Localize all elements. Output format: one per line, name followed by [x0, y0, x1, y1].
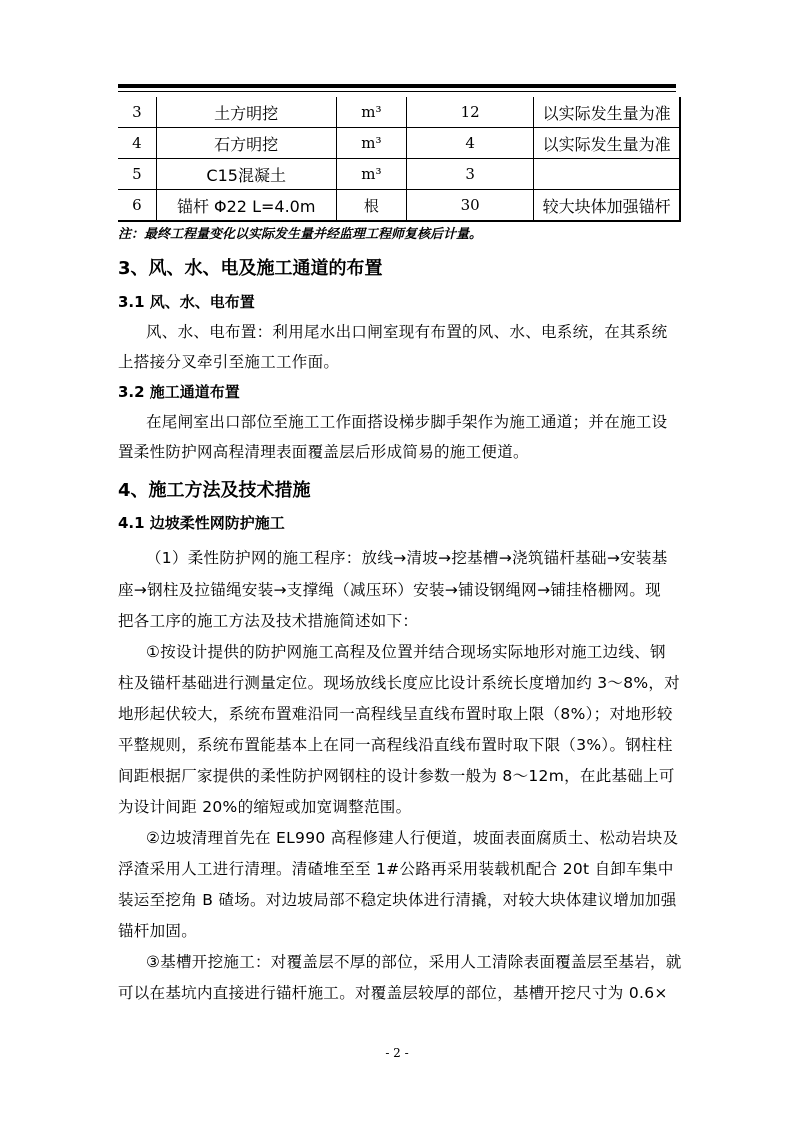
section-4-heading: 4、施工方法及技术措施	[118, 480, 311, 501]
paragraph-line: 置柔性防护网高程清理表面覆盖层后形成简易的施工便道。	[118, 443, 529, 461]
paragraph-line: 地形起伏较大，系统布置难沿同一高程线呈直线布置时取上限（8%）；对地形较	[118, 705, 673, 723]
paragraph-line: 上搭接分叉牵引至施工工作面。	[118, 353, 340, 371]
section-3-2-heading: 3.2 施工通道布置	[118, 383, 240, 401]
cell-name: 土方明挖	[156, 97, 336, 128]
paragraph-line: 座→钢柱及拉锚绳安装→支撑绳（减压环）安装→铺设钢绳网→铺挂格栅网。现	[118, 581, 661, 599]
paragraph-line: 间距根据厂家提供的柔性防护网钢柱的设计参数一般为 8～12m，在此基础上可	[118, 767, 675, 785]
cell-unit: m³	[336, 97, 407, 128]
paragraph-line: 锚杆加固。	[118, 922, 198, 940]
paragraph-line: 浮渣采用人工进行清理。清碴堆至至 1#公路再采用装载机配合 20t 自卸车集中	[118, 860, 674, 878]
cell-note: 以实际发生量为准	[534, 97, 680, 128]
table-row	[118, 128, 680, 159]
cell-qty: 3	[407, 159, 534, 190]
cell-no: 4	[118, 128, 156, 159]
cell-no: 3	[118, 97, 156, 128]
header-rule-thin	[118, 91, 676, 92]
paragraph-line: 为设计间距 20%的缩短或加宽调整范围。	[118, 798, 412, 816]
paragraph-line: 把各工序的施工方法及技术措施简述如下：	[118, 612, 419, 630]
cell-unit: m³	[336, 159, 407, 190]
paragraph-line: 柱及锚杆基础进行测量定位。现场放线长度应比设计系统长度增加约 3～8%，对	[118, 674, 680, 692]
paragraph-line: 可以在基坑内直接进行锚杆施工。对覆盖层较厚的部位，基槽开挖尺寸为 0.6×	[118, 984, 668, 1002]
cell-name: 石方明挖	[156, 128, 336, 159]
cell-qty: 4	[407, 128, 534, 159]
section-4-1-heading: 4.1 边坡柔性网防护施工	[118, 514, 285, 532]
paragraph-line: ①按设计提供的防护网施工高程及位置并结合现场实际地形对施工边线、钢	[146, 643, 666, 661]
cell-note	[534, 159, 680, 190]
cell-qty: 30	[407, 190, 534, 222]
page-number: - 2 -	[385, 1046, 409, 1060]
table-row	[118, 190, 680, 222]
cell-name: 锚杆 Φ22 L=4.0m	[156, 190, 336, 222]
paragraph-line: 装运至挖角 B 碴场。对边坡局部不稳定块体进行清撬，对较大块体建议增加加强	[118, 891, 677, 909]
cell-note: 以实际发生量为准	[534, 128, 680, 159]
cell-no: 6	[118, 190, 156, 222]
table-row	[118, 159, 680, 190]
paragraph-line: ③基槽开挖施工：对覆盖层不厚的部位，采用人工清除表面覆盖层至基岩，就	[146, 953, 682, 971]
table-note: 注：最终工程量变化以实际发生量并经监理工程师复核后计量。	[118, 227, 483, 242]
section-3-1-heading: 3.1 风、水、电布置	[118, 293, 255, 311]
paragraph-line: 风、水、电布置：利用尾水出口闸室现有布置的风、水、电系统，在其系统	[146, 323, 668, 341]
quantity-table	[118, 97, 681, 222]
cell-note: 较大块体加强锚杆	[534, 190, 680, 222]
paragraph-line: （1）柔性防护网的施工程序：放线→清坡→挖基槽→浇筑锚杆基础→安装基	[146, 549, 668, 567]
section-3-heading: 3、风、水、电及施工通道的布置	[118, 258, 383, 279]
cell-name: C15混凝土	[156, 159, 336, 190]
header-rule-thick	[118, 84, 676, 88]
table-row	[118, 97, 680, 128]
cell-unit: 根	[336, 190, 407, 222]
paragraph-line: 在尾闸室出口部位至施工工作面搭设梯步脚手架作为施工通道；并在施工设	[146, 413, 668, 431]
paragraph-line: 平整规则，系统布置能基本上在同一高程线沿直线布置时取下限（3%）。钢柱柱	[118, 736, 673, 754]
cell-unit: m³	[336, 128, 407, 159]
paragraph-line: ②边坡清理首先在 EL990 高程修建人行便道，坡面表面腐质土、松动岩块及	[146, 829, 679, 847]
cell-no: 5	[118, 159, 156, 190]
cell-qty: 12	[407, 97, 534, 128]
